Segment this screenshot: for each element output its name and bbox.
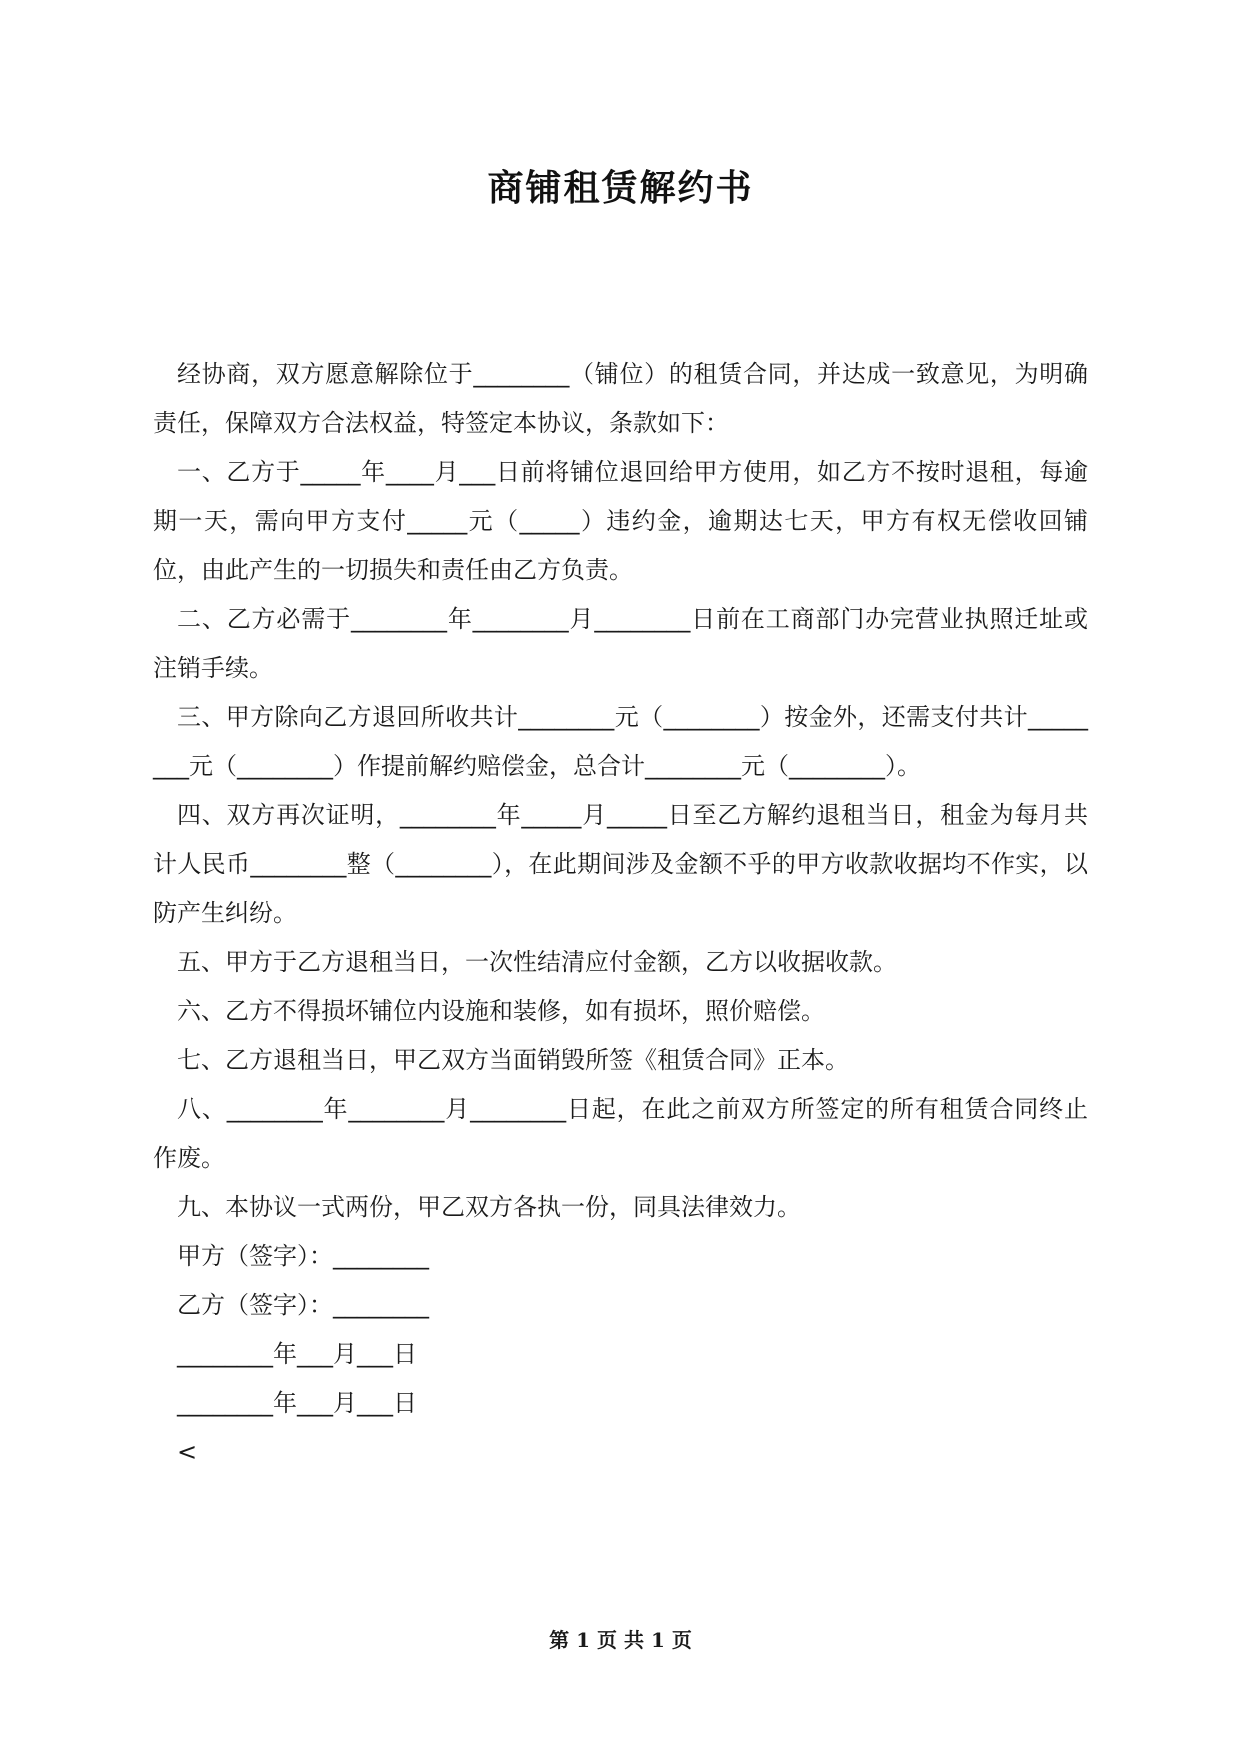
clause-7: 七、乙方退租当日，甲乙双方当面销毁所签《租赁合同》正本。 <box>177 1046 849 1074</box>
party-a-signature: 甲方（签字）：________ <box>177 1242 429 1270</box>
clause-4: 四、双方再次证明，________年_____月_____日至乙方解约退租当日，租金为每月共计人民币________整（________），在此期间涉及金额不乎的甲方收款收据均不作实，以防产生纠纷。 <box>153 801 1088 927</box>
clause-3: 三、甲方除向乙方退回所收共计________元（________）按金外，还需支付共计________元（________）作提前解约赔偿金，总合计________元（________）。 <box>153 703 1088 780</box>
document-body <box>153 350 1088 1477</box>
document-title: 商铺租赁解约书 <box>487 168 754 209</box>
clause-8: 八、________年________月________日起，在此之前双方所签定的所有租赁合同终止作废。 <box>153 1095 1088 1172</box>
date-line-2: ________年___月___日 <box>177 1389 417 1417</box>
clause-9: 九、本协议一式两份，甲乙双方各执一份，同具法律效力。 <box>177 1193 801 1221</box>
trailing-mark: < <box>177 1438 198 1466</box>
party-b-signature: 乙方（签字）：________ <box>177 1291 429 1319</box>
date-line-1: ________年___月___日 <box>177 1340 417 1368</box>
clause-6: 六、乙方不得损坏铺位内设施和装修，如有损坏，照价赔偿。 <box>177 997 825 1025</box>
page-footer: 第 1 页 共 1 页 <box>549 1628 692 1652</box>
intro-paragraph: 经协商，双方愿意解除位于________（铺位）的租赁合同，并达成一致意见，为明确责任，保障双方合法权益，特签定本协议，条款如下： <box>153 360 1088 437</box>
clause-5: 五、甲方于乙方退租当日，一次性结清应付金额，乙方以收据收款。 <box>177 948 897 976</box>
clause-1: 一、乙方于_____年____月___日前将铺位退回给甲方使用，如乙方不按时退租，每逾期一天，需向甲方支付_____元（_____）违约金，逾期达七天，甲方有权无偿收回铺位，由此产生的一切损失和责任由乙方负责。 <box>153 458 1088 584</box>
clause-2: 二、乙方必需于________年________月________日前在工商部门办完营业执照迁址或注销手续。 <box>153 605 1088 682</box>
